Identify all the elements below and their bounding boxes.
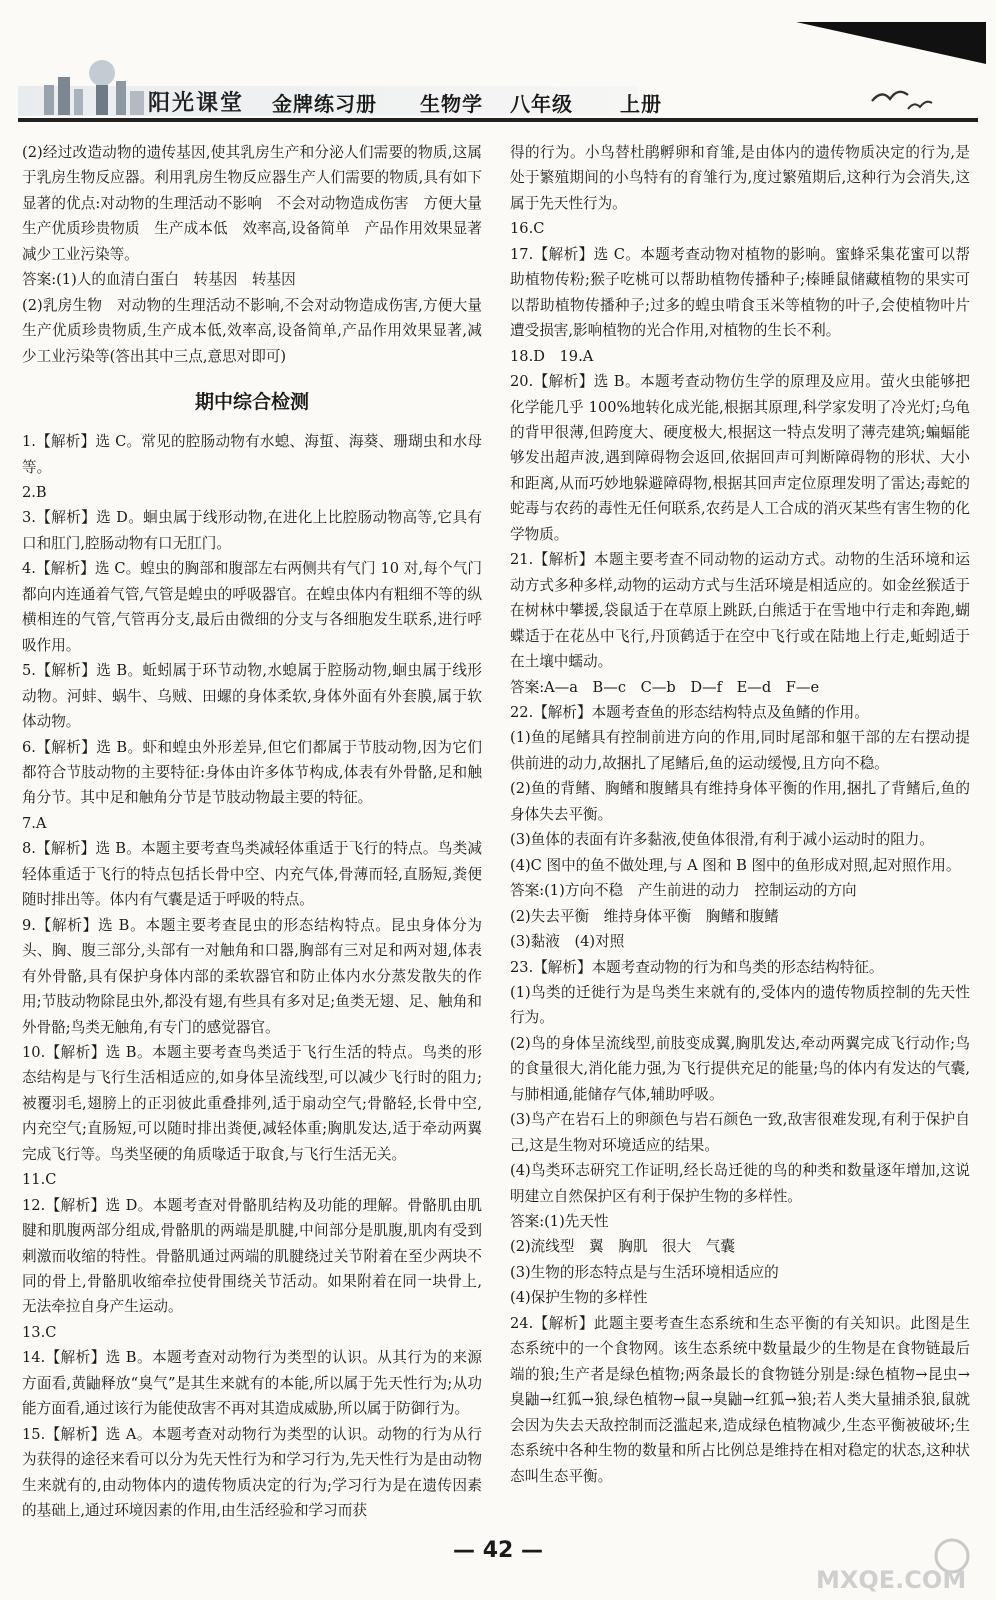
question-item: 15.【解析】选 A。本题考查对动物行为类型的认识。动物的行为从行为获得的途径来看可以分为先天性行为和学习行为,先天性行为是由动物生来就有的,由动物体内的遗传物质决定的行为;学习行为是在遗传因素的基础上,通过环境因素的作用,由生活经验和学习而获 bbox=[22, 1425, 482, 1520]
question-item: 17.【解析】选 C。本题考查动物对植物的影响。蜜蜂采集花蜜可以帮助植物传粉;猴子吃桃可以帮助植物传播种子;榛睡鼠储藏植物的果实可以帮助植物传播种子;过多的蝗虫啃食玉米等植物的叶子,会使植物叶片遭受损害,影响植物的光合作用,对植物的生长不利。 bbox=[510, 245, 970, 340]
explanation-line: (2)鱼的背鳍、胸鳍和腹鳍具有维持身体平衡的作用,捆扎了背鳍后,鱼的身体失去平衡。 bbox=[510, 780, 970, 823]
question-item: 12.【解析】选 D。本题考查对骨骼肌结构及功能的理解。骨骼肌由肌腱和肌腹两部分组成,骨骼肌的两端是肌腱,中间部分是肌腹,肌肉有受到刺激而收缩的特性。骨骼肌通过两端的肌腱绕过关节附着在至少两块不同的骨上,骨骼肌收缩牵拉使骨围绕关节活动。如果附着在同一块骨上,无法牵拉自身产生运动。 bbox=[22, 1196, 482, 1316]
subject-title: 生物学 bbox=[420, 92, 483, 116]
explanation-line: (1)鸟类的迁徙行为是鸟类生来就有的,受体内的遗传物质控制的先天性行为。 bbox=[510, 983, 970, 1027]
explanation-line: (2)鸟的身体呈流线型,前肢变成翼,胸肌发达,牵动两翼完成飞行动作;鸟的食量很大,消化能力强,为飞行提供充足的能量;鸟的体内有发达的气囊,与肺相通,能储存气体,辅助呼吸。 bbox=[510, 1034, 970, 1103]
volume-title: 上册 bbox=[620, 92, 662, 116]
question-item: 23.【解析】本题考查动物的行为和鸟类的形态结构特征。 bbox=[510, 958, 884, 976]
question-item: 24.【解析】此题主要考查生态系统和生态平衡的有关知识。此图是生态系统中的一个食物网。该生态系统中数量最少的生物是在食物链最后端的狼;生产者是绿色植物;两条最长的食物链分别是:绿色植物→昆虫→臭鼬→红狐→狼,绿色植物→鼠→臭鼬→红狐→狼;若人类大量捕杀狼,鼠就会因为失去天敌控制而泛滥起来,造成绿色植物减少,生态平衡被破坏;生态系统中各种生物的数量和所占比例总是维持在相对稳定的状态,这种状态叫生态平衡。 bbox=[510, 1314, 970, 1485]
question-item: 8.【解析】选 B。本题主要考查鸟类减轻体重适于飞行的特点。鸟类减轻体重适于飞行的特点包括长骨中空、内充气体,骨薄而轻,直肠短,粪便随时排出等。体内有气囊是适于呼吸的特点。 bbox=[22, 840, 482, 909]
left-column bbox=[22, 140, 497, 1524]
svg-text:MXQE.COM: MXQE.COM bbox=[816, 1566, 967, 1594]
answer-line: (3)生物的形态特点是与生活环境相适应的 bbox=[510, 1263, 779, 1281]
birds-icon bbox=[868, 75, 938, 115]
answer-line: 答案:(1)人的血清白蛋白 转基因 转基因 bbox=[22, 271, 296, 289]
question-item: 18.D 19.A bbox=[510, 347, 594, 365]
question-item: 3.【解析】选 D。蛔虫属于线形动物,在进化上比腔肠动物高等,它具有口和肛门,腔肠动物有口无肛门。 bbox=[22, 509, 482, 552]
series-title: 金牌练习册 bbox=[272, 92, 377, 116]
grade-title: 八年级 bbox=[510, 92, 573, 116]
question-item: 14.【解析】选 B。本题考查对动物行为类型的认识。从其行为的来源方面看,黄鼬释放“臭气”是其生来就有的本能,所以属于先天性行为;从功能方面看,通过该行为能使敌害不再对其造成威胁,所以属于防御行为。 bbox=[22, 1349, 482, 1418]
watermark-logo bbox=[812, 1536, 982, 1594]
question-item: 2.B bbox=[22, 483, 47, 501]
question-item: 16.C bbox=[510, 220, 545, 238]
answer-line: (4)保护生物的多样性 bbox=[510, 1289, 648, 1307]
answer-line: (2)失去平衡 维持身体平衡 胸鳍和腹鳍 bbox=[510, 907, 779, 925]
answer-line: (2)乳房生物 对动物的生理活动不影响,不会对动物造成伤害,方便大量生产优质珍贵物质,生产成本低,效率高,设备简单,产品作用效果显著,减少工业污染等(答出其中三点,意思对即可) bbox=[22, 296, 482, 365]
question-item: 4.【解析】选 C。蝗虫的胸部和腹部左右两侧共有气门 10 对,每个气门都向内连通着气管,气管是蝗虫的呼吸器官。在蝗虫体内有粗细不等的纵横相连的气管,气管再分支,最后由微细的分支与各细胞发生联系,进行呼吸作用。 bbox=[22, 560, 482, 654]
question-item: 9.【解析】选 B。本题主要考查昆虫的形态结构特点。昆虫身体分为头、胸、腹三部分,头部有一对触角和口器,胸部有三对足和两对翅,体表有外骨骼,具有保护身体内部的柔软器官和防止体内水分蒸发散失的作用;节肢动物除昆虫外,都没有翅,有些具有多对足;鱼类无翅、足、触角和外骨骼;鸟类无触角,有专门的感觉器官。 bbox=[22, 916, 482, 1036]
question-item: 7.A bbox=[22, 814, 47, 832]
question-item: 5.【解析】选 B。蚯蚓属于环节动物,水螅属于腔肠动物,蛔虫属于线形动物。河蚌、蜗牛、乌贼、田螺的身体柔软,身体外面有外套膜,属于软体动物。 bbox=[22, 662, 482, 731]
question-item: 22.【解析】本题考查鱼的形态结构特点及鱼鳍的作用。 bbox=[510, 703, 869, 721]
right-column bbox=[510, 140, 970, 1489]
explanation-line: (4)C 图中的鱼不做处理,与 A 图和 B 图中的鱼形成对照,起对照作用。 bbox=[510, 856, 961, 874]
header-rule bbox=[18, 118, 978, 122]
header-illustration bbox=[40, 55, 150, 117]
explanation-line: (1)鱼的尾鳍具有控制前进方向的作用,同时尾部和躯干部的左右摆动提供前进的动力,故捆扎了尾鳍后,鱼的运动缓慢,且方向不稳。 bbox=[510, 729, 970, 772]
page-number: — 42 — bbox=[453, 1538, 543, 1563]
question-item: 21.【解析】本题主要考查不同动物的运动方式。动物的生活环境和运动方式多种多样,动物的运动方式与生活环境是相适应的。如金丝猴适于在树林中攀援,袋鼠适于在草原上跳跃,白熊适于在雪地中行走和奔跑,蝴蝶适于在花丛中飞行,丹顶鹤适于在空中飞行或在陆地上行走,蚯蚓适于在土壤中蠕动。 bbox=[510, 551, 970, 671]
answer-line: (3)黏液 (4)对照 bbox=[510, 933, 625, 951]
explanation-line: (3)鱼体的表面有许多黏液,使鱼体很滑,有利于减小运动时的阻力。 bbox=[510, 831, 934, 849]
explanation-line: (3)鸟产在岩石上的卵颜色与岩石颜色一致,敌害很难发现,有利于保护自己,这是生物对环境适应的结果。 bbox=[510, 1111, 970, 1154]
question-item: 10.【解析】选 B。本题主要考查鸟类适于飞行生活的特点。鸟类的形态结构是与飞行生活相适应的,如身体呈流线型,可以减少飞行时的阻力;被覆羽毛,翅膀上的正羽彼此重叠排列,适于扇动空气;骨骼轻,长骨中空,内充空气;直肠短,可以随时排出粪便,减轻体重;胸肌发达,适于牵动两翼完成飞行等。鸟类坚硬的角质喙适于取食,与飞行生活无关。 bbox=[22, 1043, 482, 1163]
question-item: 6.【解析】选 B。虾和蝗虫外形差异,但它们都属于节肢动物,因为它们都符合节肢动物的主要特征:身体由许多体节构成,体表有外骨骼,足和触角分节。其中足和触角分节是节肢动物最主要的特征。 bbox=[22, 738, 482, 807]
question-item: 11.C bbox=[22, 1171, 57, 1189]
page-header bbox=[0, 0, 996, 125]
question-item: 20.【解析】选 B。本题考查动物仿生学的原理及应用。萤火虫能够把化学能几乎 100%地转化成光能,根据其原理,科学家发明了冷光灯;乌龟的背甲很薄,但跨度大、硬度极大,根据这一特点发明了薄壳建筑;蝙蝠能够发出超声波,遇到障碍物会返回,依据回声可判断障碍物的形状、大小和距离,从而巧妙地躲避障碍物,根据其回声定位原理发明了雷达;毒蛇的蛇毒与农药的毒性无任何联系,农药是人工合成的消灭某些有害生物的化学物质。 bbox=[510, 373, 970, 543]
answer-line: 答案:(1)方向不稳 产生前进的动力 控制运动的方向 bbox=[510, 882, 857, 900]
answer-line: 答案:A—a B—c C—b D—f E—d F—e bbox=[510, 678, 820, 696]
answer-line: 答案:(1)先天性 bbox=[510, 1213, 609, 1231]
explanation-line: (4)鸟类环志研究工作证明,经长岛迁徙的鸟的种类和数量逐年增加,这说明建立自然保护区有利于保护生物的多样性。 bbox=[510, 1162, 970, 1205]
corner-decoration bbox=[796, 22, 986, 64]
question-item: 得的行为。小鸟替杜鹃孵卵和育雏,是由体内的遗传物质决定的行为,是处于繁殖期间的小鸟特有的育雏行为,度过繁殖期后,这种行为会消失,这属于先天性行为。 bbox=[510, 144, 970, 212]
section-title: 期中综合检测 bbox=[194, 391, 309, 414]
brand-title: 阳光课堂 bbox=[148, 90, 245, 116]
intro-paragraph: (2)经过改造动物的遗传基因,使其乳房生产和分泌人们需要的物质,这属于乳房生物反应器。利用乳房生物反应器生产人们需要的物质,具有如下显著的优点:对动物的生理活动不影响 不会对动物造成伤害 方便大量生产优质珍贵物质 生产成本低 效率高,设备简单 产品作用效果显著 减少工业污染等。 bbox=[22, 144, 497, 263]
question-item: 1.【解析】选 C。常见的腔肠动物有水螅、海蜇、海葵、珊瑚虫和水母等。 bbox=[22, 433, 482, 476]
question-item: 13.C bbox=[22, 1323, 57, 1341]
answer-line: (2)流线型 翼 胸肌 很大 气囊 bbox=[510, 1238, 735, 1256]
